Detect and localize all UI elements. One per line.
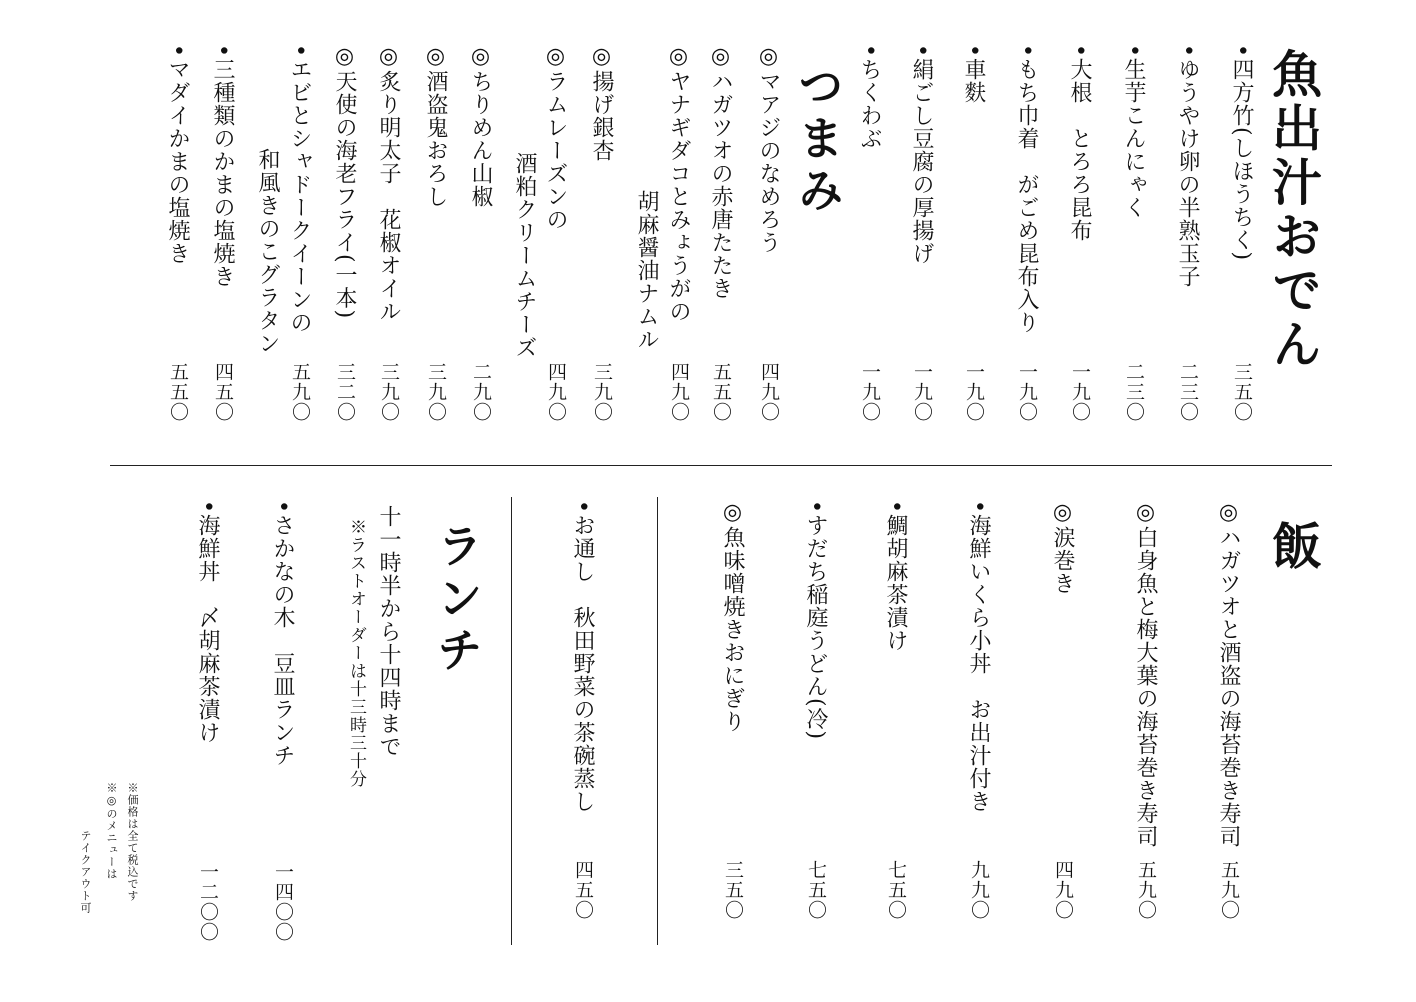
tsumami-item-name: •エビとシャドークイーンの [287, 44, 312, 334]
otoshi-price: 四五〇 [572, 860, 594, 920]
oden-item-name: •四方竹(しほうちく) [1229, 44, 1254, 262]
tsumami-item-price: 五五〇 [710, 362, 732, 422]
oden-item-price: 一九〇 [859, 362, 881, 422]
tsumami-item-price: 四九〇 [545, 362, 567, 422]
tsumami-item-price: 四九〇 [758, 362, 780, 422]
oden-item-price: 二三〇 [1123, 362, 1145, 422]
oden-item-name: •大根 とろろ昆布 [1067, 44, 1092, 242]
tsumami-item-price: 二九〇 [470, 362, 492, 422]
oden-item-name: •車麩 [961, 44, 986, 104]
meshi-item-name: ◎涙巻き [1050, 500, 1075, 595]
meshi-title: 飯 [1264, 520, 1323, 574]
tsumami-item-name-cont: 胡麻醤油ナムル [634, 190, 659, 351]
meshi-item-name: ◎ハガツオと酒盗の海苔巻き寿司 [1216, 500, 1241, 848]
tsumami-item-name: ◎天使の海老フライ(一本) [332, 44, 357, 320]
tsumami-item-name: ◎ハガツオの赤唐たたき [708, 44, 733, 300]
meshi-item-name: ◎魚味噌焼きおにぎり [720, 500, 745, 733]
meshi-item-price: 五九〇 [1218, 860, 1240, 920]
tsumami-item-price: 四九〇 [668, 362, 690, 422]
tsumami-item-name: ◎ちりめん山椒 [468, 44, 493, 208]
oden-item-name: •生芋こんにゃく [1121, 44, 1146, 219]
section-divider-vertical-right [657, 497, 658, 945]
oden-item-price: 二三〇 [1177, 362, 1199, 422]
meshi-item-price: 九九〇 [968, 860, 990, 920]
tsumami-item-name: ◎酒盗鬼おろし [423, 44, 448, 208]
meshi-item-name: •すだち稲庭うどん(冷) [803, 500, 828, 741]
tsumami-item-name-cont: 和風きのこグラタン [255, 148, 280, 355]
tsumami-item-name: ◎炙り明太子 花椒オイル [376, 44, 401, 323]
lunch-title: ランチ [430, 522, 484, 678]
oden-title: 魚出汁おでん [1264, 48, 1323, 372]
meshi-item-name: ◎白身魚と梅大葉の海苔巻き寿司 [1133, 500, 1158, 848]
tsumami-item-name: ◎ヤナギダコとみょうがの [666, 44, 691, 323]
note-tax: ※価格は全て税込です [126, 782, 139, 902]
oden-item-price: 一九〇 [1016, 362, 1038, 422]
lunch-hours: 十一時半から十四時まで [376, 505, 401, 758]
lunch-item-price: 一二〇〇 [197, 862, 219, 942]
oden-item-price: 一九〇 [1069, 362, 1091, 422]
section-divider-horizontal [110, 465, 1332, 466]
meshi-item-price: 四九〇 [1052, 860, 1074, 920]
tsumami-item-name: ◎揚げ銀杏 [589, 44, 614, 162]
meshi-item-name: •鯛胡麻茶漬け [883, 500, 908, 652]
meshi-item-name: •海鮮いくら小丼 お出汁付き [966, 500, 991, 813]
section-divider-vertical-left [511, 497, 512, 945]
oden-item-name: •絹ごし豆腐の厚揚げ [909, 44, 934, 265]
lunch-item-name: •海鮮丼 〆胡麻茶漬け [195, 500, 220, 744]
lunch-item-name: •さかなの木 豆皿ランチ [270, 500, 295, 767]
oden-item-price: 一九〇 [963, 362, 985, 422]
tsumami-item-price: 三二〇 [334, 362, 356, 422]
lunch-last-order: ※ラストオーダーは十三時三十分 [346, 518, 366, 788]
tsumami-item-price: 三九〇 [378, 362, 400, 422]
tsumami-item-name: •三種類のかまの塩焼き [210, 44, 235, 288]
note-takeout: ※◎のメニューは [105, 782, 118, 880]
meshi-item-price: 五九〇 [1135, 860, 1157, 920]
oden-item-name: •ゆうやけ卵の半熟玉子 [1175, 44, 1200, 288]
tsumami-item-price: 五九〇 [289, 362, 311, 422]
meshi-item-price: 七五〇 [805, 860, 827, 920]
lunch-item-price: 一四〇〇 [272, 862, 294, 942]
tsumami-item-name: •マダイかまの塩焼き [165, 44, 190, 265]
oden-item-name: •ちくわぶ [857, 44, 882, 150]
tsumami-item-price: 三九〇 [425, 362, 447, 422]
oden-item-price: 三五〇 [1231, 362, 1253, 422]
meshi-item-price: 七五〇 [885, 860, 907, 920]
otoshi-name: •お通し 秋田野菜の茶碗蒸し [570, 500, 595, 813]
tsumami-item-price: 三九〇 [591, 362, 613, 422]
oden-item-name: •もち巾着 がごめ昆布入り [1014, 44, 1039, 334]
tsumami-item-price: 五五〇 [167, 362, 189, 422]
tsumami-item-name-cont: 酒粕クリームチーズ [512, 152, 537, 359]
tsumami-item-price: 四五〇 [212, 362, 234, 422]
tsumami-title: つまみ [791, 62, 845, 218]
oden-item-price: 一九〇 [911, 362, 933, 422]
note-takeout-cont: テイクアウト可 [79, 830, 92, 914]
meshi-item-price: 三五〇 [722, 860, 744, 920]
tsumami-item-name: ◎マアジのなめろう [756, 44, 781, 254]
tsumami-item-name: ◎ラムレーズンの [543, 44, 568, 231]
